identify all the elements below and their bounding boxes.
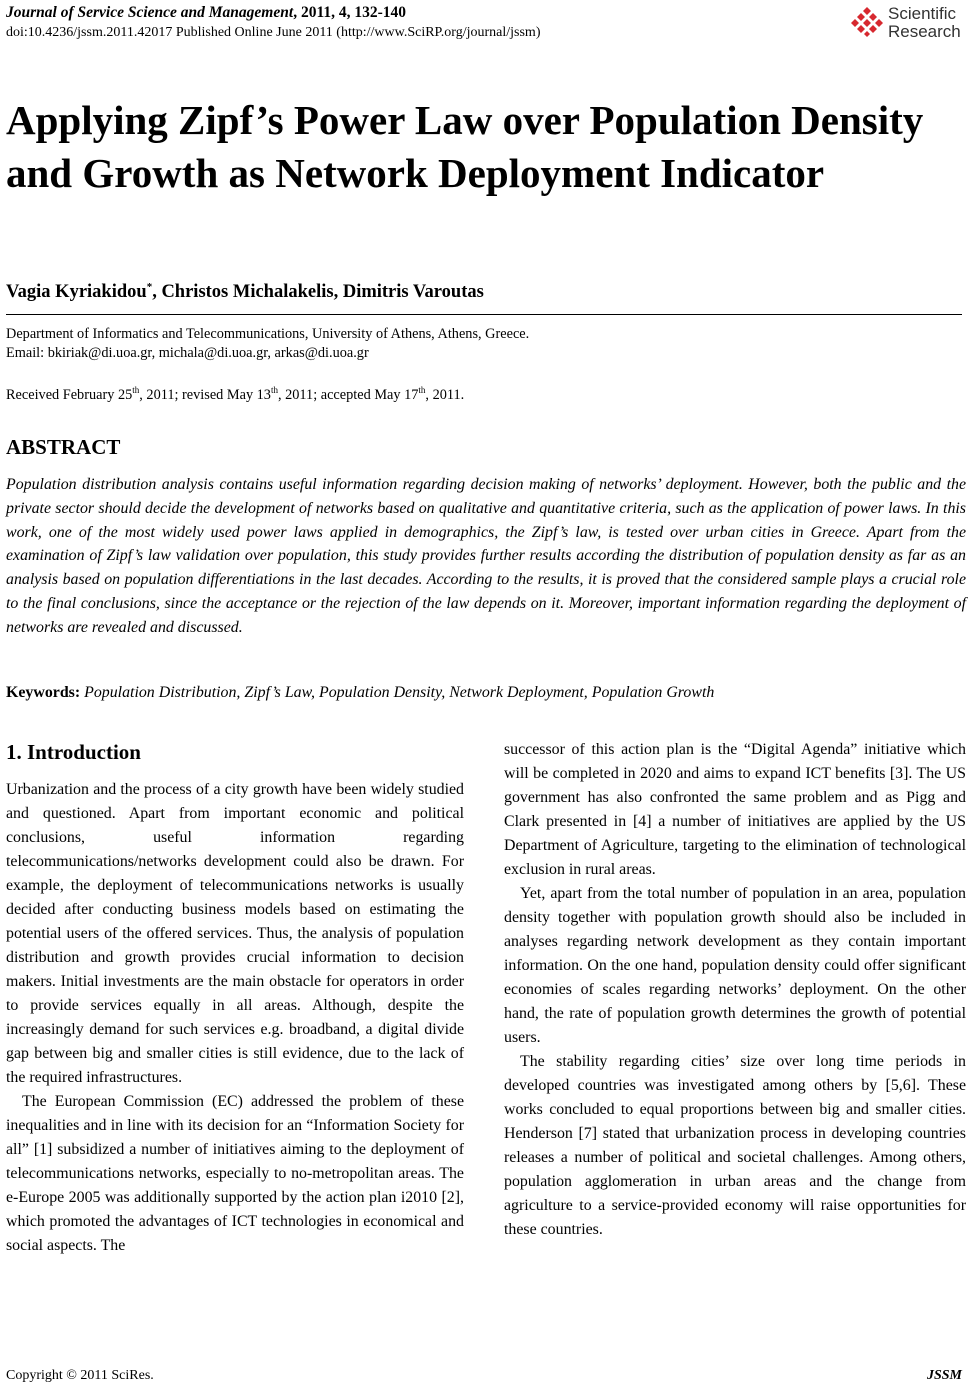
paragraph: successor of this action plan is the “Digital Agenda” initiative which will be completed in 2020 and aims to expand ICT benefits [3]. The US government has also confronted the same problem and as Pigg and Clark presented in [4] a number of initiatives are applied by the US Department of Agriculture, targeting to the elimination of technological exclusion in rural areas.	[504, 741, 966, 878]
abstract-text: Population distribution analysis contains useful information regarding decision making of networks’ deployment. However, both the public and the private sector should decide the development of networks based on qualitative and quantitative criteria, such as the application of power laws. In this work, one of the most widely used power laws applied in demographics, the Zipf’s law, is tested over urban cities in Greece. Apart from the examination of Zipf’s law validation over population, this study provides further results according the distribution of population density as far as an analysis based on population differentiations in the last decades. According to the results, it is proved that the considered sample plays a crucial role to the final conclusions, since the acceptance or the rejection of the law depends on it. Moreover, important information regarding the deployment of networks are revealed and discussed.	[6, 476, 966, 636]
accepted-date: , 2011; accepted May 17	[277, 386, 419, 403]
left-column	[6, 778, 464, 1258]
paragraph: Urbanization and the process of a city growth have been widely studied and questioned. Apart from important economic and political conclusions, useful information regarding telecommunications/networks development could also be drawn. For example, the deployment of telecommunications networks is usually decided after conducting business models based on estimating the potential users of the offered services. Thus, the analysis of population distribution and growth provides crucial information to decision makers. Initial investments are the main obstacle for operators in order to provide services equally in all areas. Although, despite the increasingly demand for such services e.g. broadband, a digital divide gap between big and smaller cities is still evidence, due to the lack of the required infrastructures.	[6, 781, 464, 1086]
dates-end: , 2011.	[425, 386, 465, 403]
scientific-research-logo-icon	[850, 5, 884, 39]
journal-issue: , 2011, 4, 132-140	[293, 4, 406, 21]
affiliation: Department of Informatics and Telecommunications, University of Athens, Athens, Greece.	[6, 326, 530, 342]
received-date: Received February 25	[6, 386, 133, 403]
paper-title: Applying Zipf’s Power Law over Population Density and Growth as Network Deployment Indicator	[6, 97, 924, 196]
right-column	[504, 738, 966, 1242]
revised-date: , 2011; revised May 13	[139, 386, 271, 403]
doi-line: doi:10.4236/jssm.2011.42017 Published Online June 2011 (http://www.SciRP.org/journal/jssm)	[6, 25, 541, 40]
section-heading-introduction: 1. Introduction	[6, 740, 141, 764]
journal-name: Journal of Service Science and Management	[6, 4, 294, 21]
header-divider	[6, 314, 962, 315]
journal-header	[6, 4, 406, 22]
author-name: Vagia Kyriakidou	[6, 282, 147, 303]
ordinal-suffix: th	[132, 385, 140, 395]
journal-abbreviation: JSSM	[926, 1368, 962, 1383]
paragraph: The stability regarding cities’ size over long time periods in developed countries was investigated among others by [5,6]. These works concluded to equal proportions between big and smaller cities. Henderson [7] stated that urbanization process in developing countries releases a number of political and societal challenges. Among others, population agglomeration in urban areas and the change from agriculture to a service-provided economy will raise opportunities for these countries.	[504, 1053, 966, 1238]
author-emails: Email: bkiriak@di.uoa.gr, michala@di.uoa.gr, arkas@di.uoa.gr	[6, 345, 369, 361]
keywords-label: Keywords:	[6, 684, 81, 701]
keywords	[6, 684, 714, 702]
paragraph: Yet, apart from the total number of population in an area, population density together with population growth should also be included in analyses regarding network development as they contain important information. On the one hand, population density could offer significant economies of scales regarding networks’ deployment. On the other hand, the rate of population growth determines the growth of potential users.	[504, 885, 966, 1046]
logo-text-line1: Scientific	[888, 4, 957, 23]
keywords-list: Population Distribution, Zipf’s Law, Population Density, Network Deployment, Population Growth	[80, 684, 715, 701]
submission-dates	[6, 385, 464, 404]
corresponding-author-mark: *	[146, 281, 153, 293]
publisher-logo	[850, 2, 968, 44]
abstract-heading: ABSTRACT	[6, 435, 121, 459]
copyright-footer: Copyright © 2011 SciRes.	[6, 1368, 154, 1383]
author-list	[6, 281, 484, 303]
paragraph: The European Commission (EC) addressed the problem of these inequalities and in line with its decision for an “Information Society for all” [1] subsidized a number of initiatives aiming to the deployment of telecommunications networks, especially to no-metropolitan areas. The e-Europe 2005 was additionally supported by the action plan i2010 [2], which promoted the advantages of ICT technologies in economical and social aspects. The	[6, 1093, 464, 1254]
ordinal-suffix: th	[418, 385, 426, 395]
ordinal-suffix: th	[270, 385, 278, 395]
logo-text-line2: Research	[888, 22, 961, 41]
co-authors: , Christos Michalakelis, Dimitris Varoutas	[152, 282, 484, 303]
